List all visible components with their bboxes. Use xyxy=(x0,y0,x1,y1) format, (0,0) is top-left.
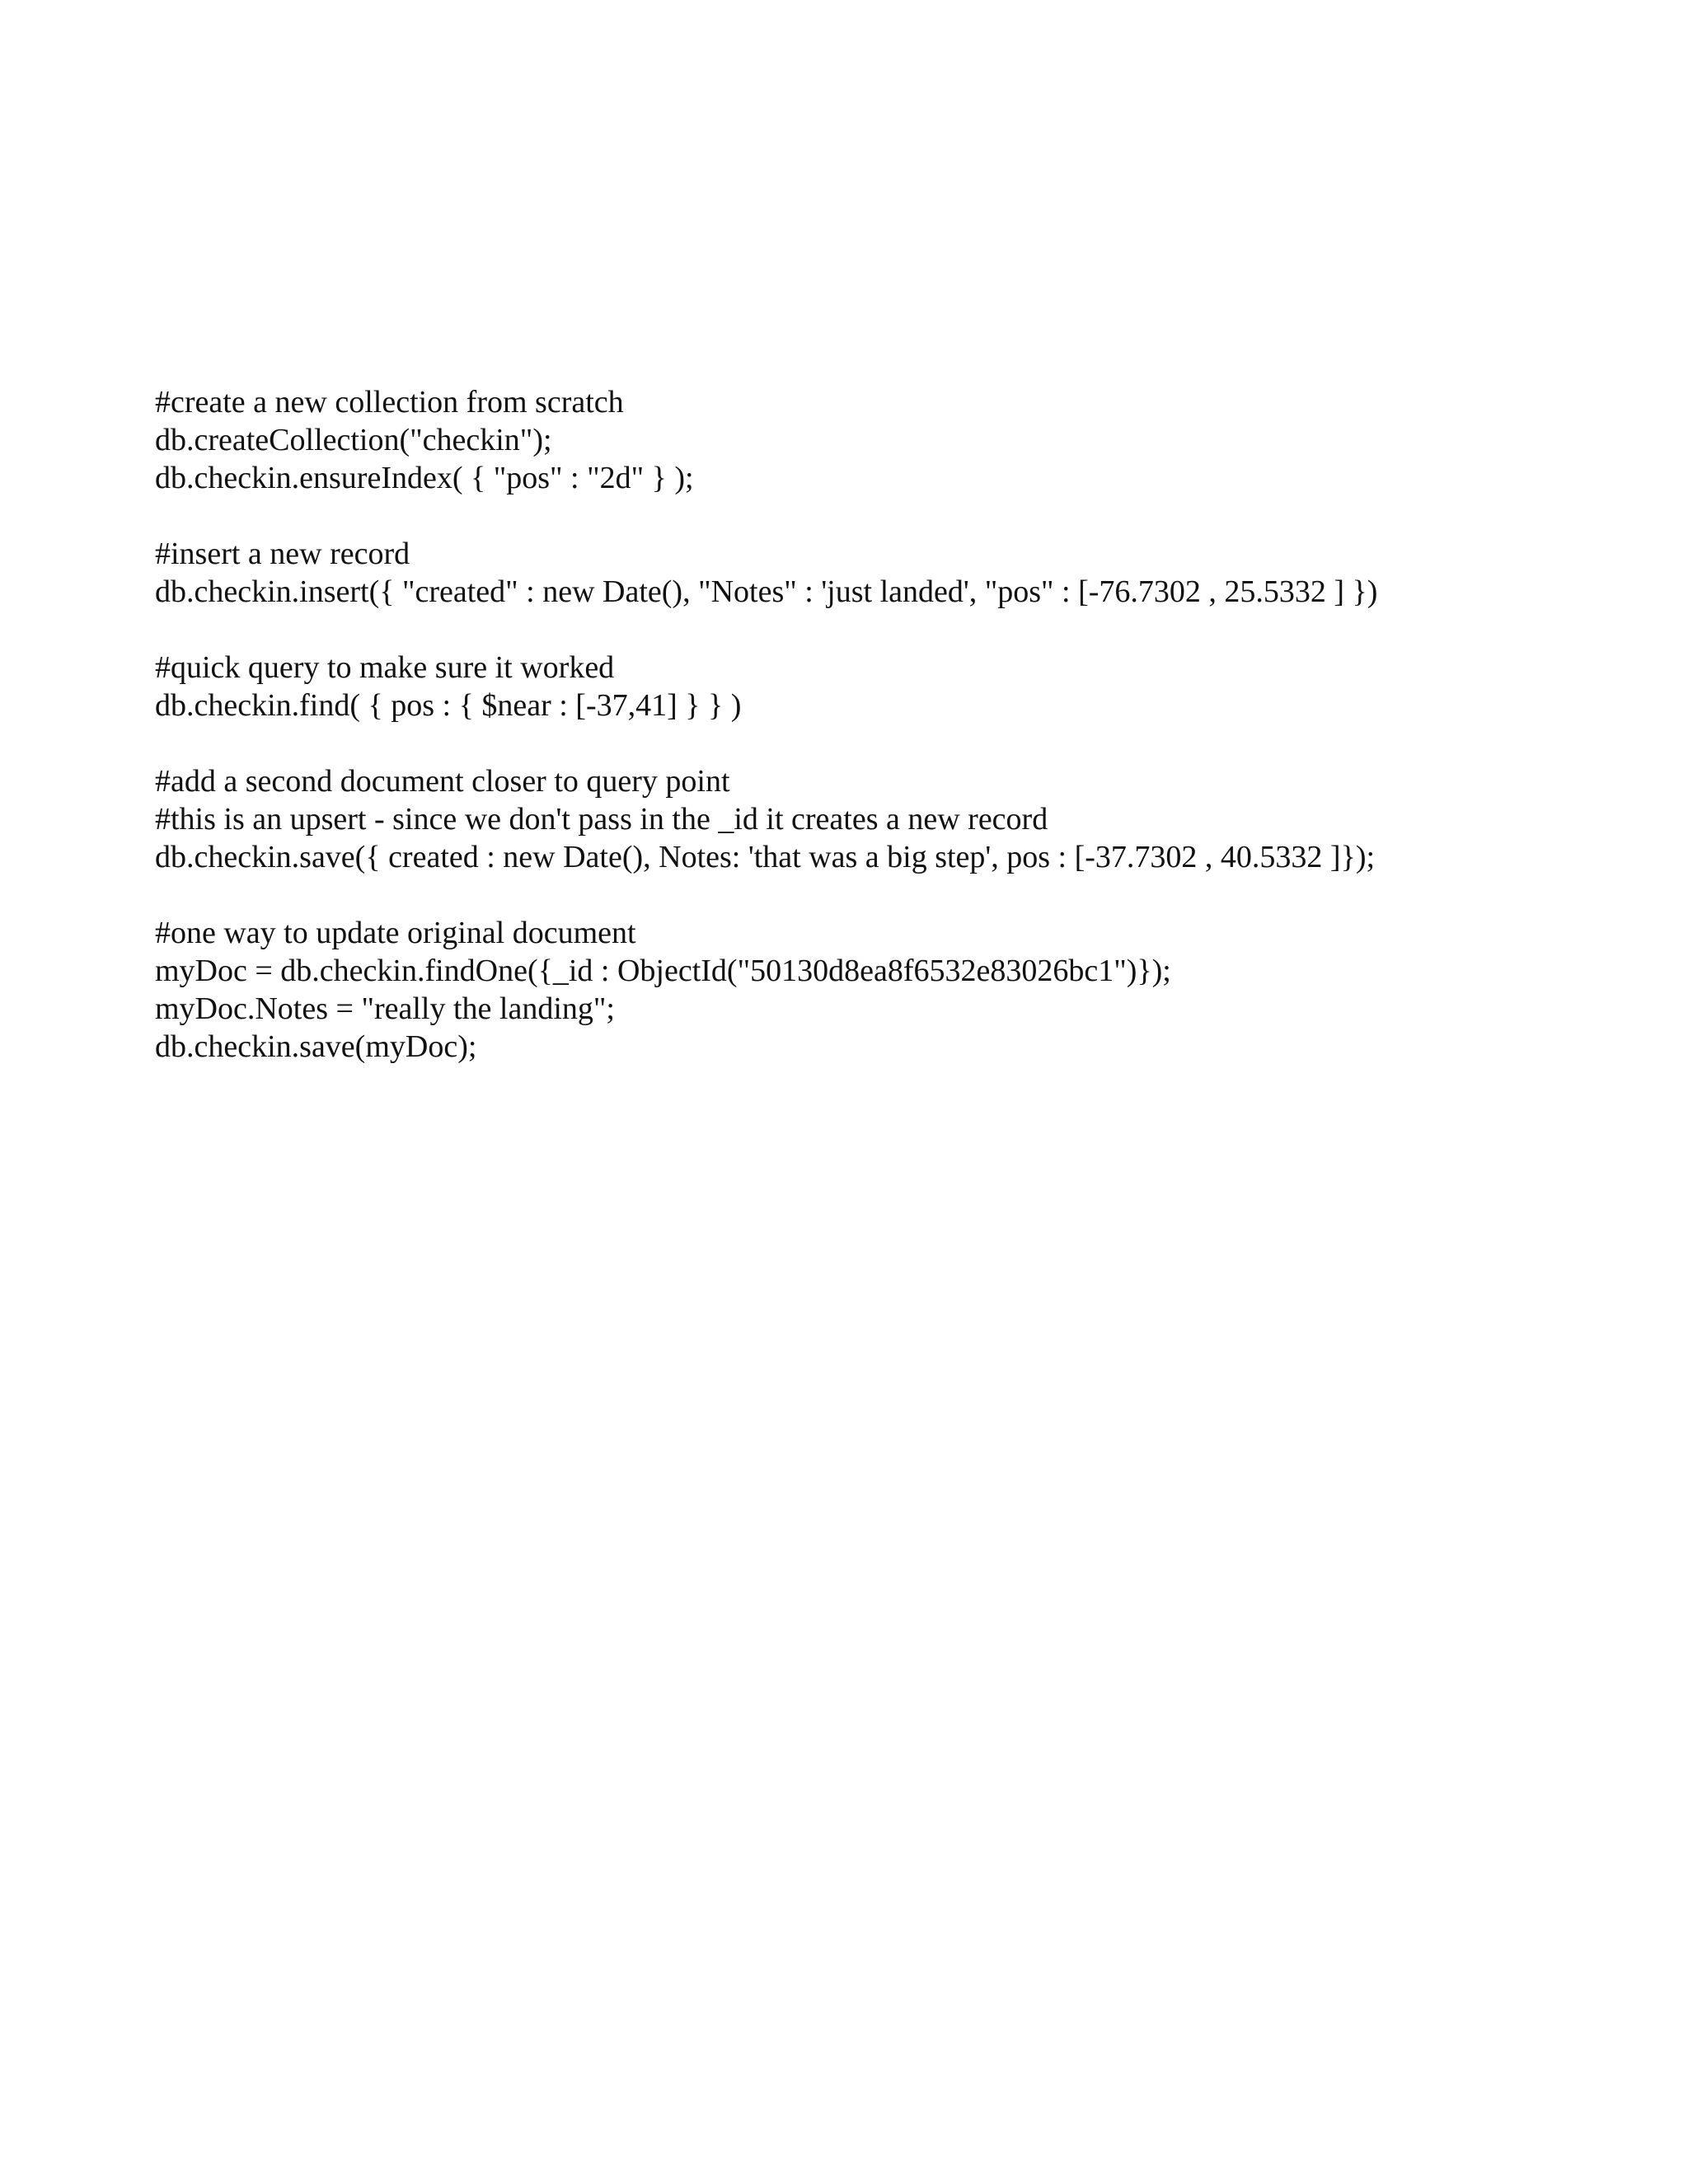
code-line: myDoc = db.checkin.findOne({_id : ObjectId("50130d8ea8f6532e83026bc1")}); xyxy=(155,954,1171,988)
comment-line: #add a second document closer to query point xyxy=(155,764,730,799)
code-block-create-collection xyxy=(155,383,1639,497)
comment-line: #create a new collection from scratch xyxy=(155,385,624,419)
comment-line: #insert a new record xyxy=(155,537,410,571)
code-block-upsert xyxy=(155,762,1639,876)
document-body xyxy=(155,383,1639,1104)
code-block-insert-record xyxy=(155,535,1639,611)
code-line: db.checkin.find( { pos : { $near : [-37,41] } } ) xyxy=(155,688,742,723)
code-line: db.checkin.save({ created : new Date(), Notes: 'that was a big step', pos : [-37.7302 , 40.5332 ]}); xyxy=(155,840,1376,874)
code-block-query xyxy=(155,649,1639,724)
comment-line: #one way to update original document xyxy=(155,916,636,950)
code-line: db.checkin.ensureIndex( { "pos" : "2d" } ); xyxy=(155,461,694,495)
code-line: db.checkin.insert({ "created" : new Date(), "Notes" : 'just landed', "pos" : [-76.7302 , 25.5332 ] }) xyxy=(155,574,1378,609)
code-line: db.checkin.save(myDoc); xyxy=(155,1029,477,1064)
comment-line: #this is an upsert - since we don't pass in the _id it creates a new record xyxy=(155,802,1048,837)
comment-line: #quick query to make sure it worked xyxy=(155,650,615,685)
code-block-update xyxy=(155,914,1639,1066)
code-line: myDoc.Notes = "really the landing"; xyxy=(155,991,615,1026)
code-line: db.createCollection("checkin"); xyxy=(155,423,552,457)
